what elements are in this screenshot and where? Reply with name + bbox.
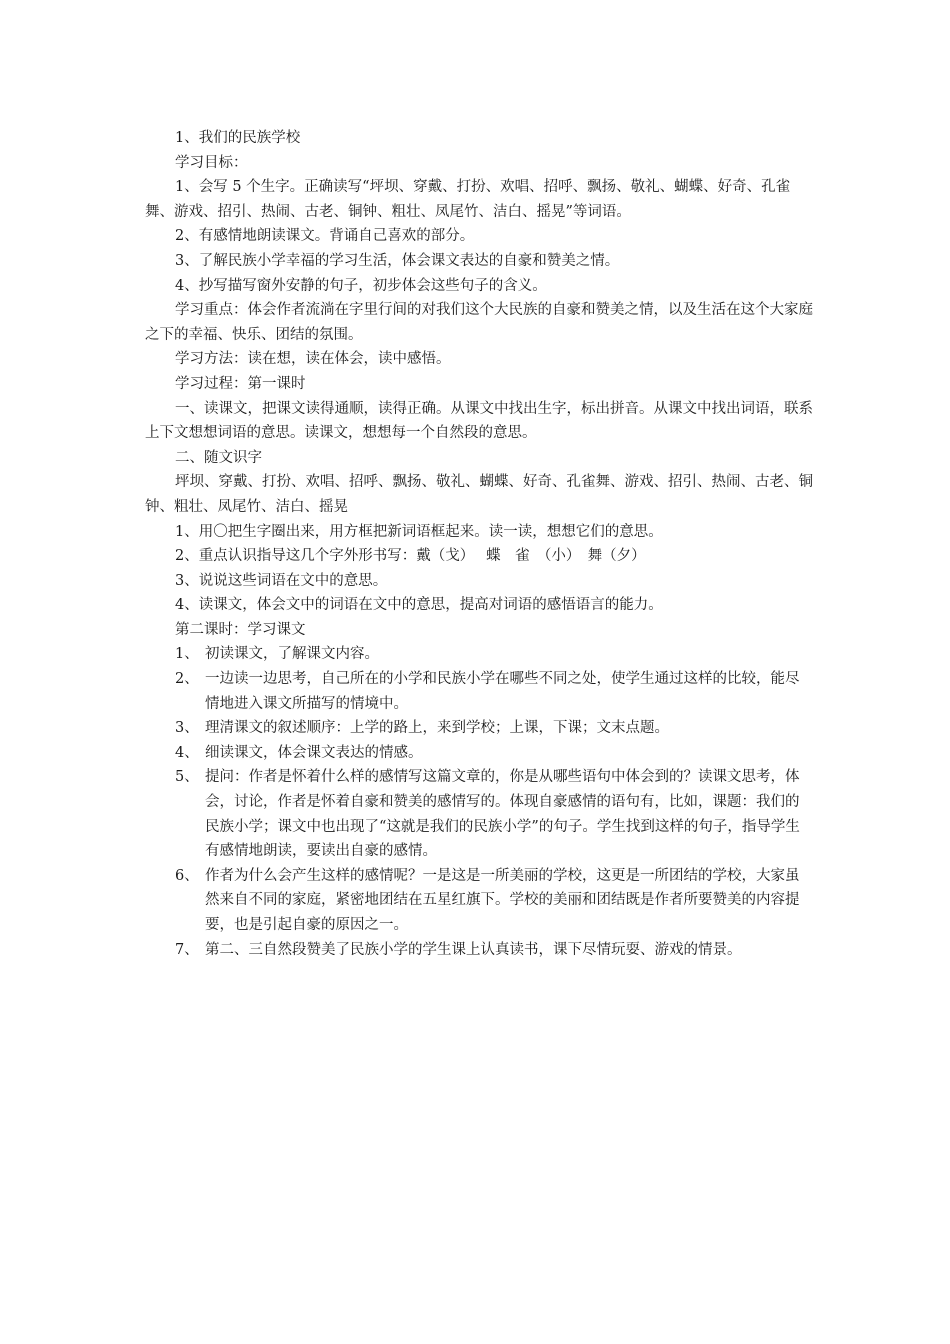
literacy-item: 1、用〇把生字圈出来，用方框把新词语框起来。读一读，想想它们的意思。 — [175, 523, 663, 540]
objectives-heading: 学习目标： — [175, 154, 248, 171]
list-item — [145, 765, 813, 863]
list-item-text: 作者为什么会产生这样的感情呢？一是这是一所美丽的学校，这更是一所团结的学校，大家虽然来自不同的家庭，紧密地团结在五星红旗下。学校的美丽和团结既是作者所要赞美的内容提要，也是引起自豪的原因之一。 — [205, 867, 800, 933]
literacy-item: 3、说说这些词语在文中的意思。 — [175, 572, 388, 589]
list-item — [145, 938, 813, 963]
list-item-number: 4、 — [175, 744, 199, 761]
list-item-number: 1、 — [175, 646, 199, 663]
list-item — [145, 667, 813, 716]
lesson-title: 1、我们的民族学校 — [175, 130, 301, 146]
process-heading: 学习过程：第一课时 — [175, 375, 306, 392]
list-item-text: 理清课文的叙述顺序：上学的路上，来到学校；上课，下课；文末点题。 — [205, 720, 669, 737]
list-item-text: 一边读一边思考，自己所在的小学和民族小学在哪些不同之处，使学生通过这样的比较，能尽情地进入课文所描写的情境中。 — [205, 671, 800, 712]
method-paragraph: 学习方法：读在想，读在体会，读中感悟。 — [175, 351, 451, 368]
literacy-item: 2、重点认识指导这几个字外形书写：戴（戈） 蝶 雀 （小） 舞（夕） — [175, 548, 646, 565]
list-item-number: 7、 — [175, 941, 199, 958]
list-item — [145, 741, 813, 766]
list-item-text: 第二、三自然段赞美了民族小学的学生课上认真读书，课下尽情玩耍、游戏的情景。 — [205, 941, 742, 958]
vocabulary-line: 坪坝、穿戴、打扮、欢唱、招呼、飘扬、敬礼、蝴蝶、好奇、孔雀舞、游戏、招引、热闹、古老、铜钟、粗壮、凤尾竹、洁白、摇晃 — [145, 474, 813, 515]
list-item-text: 细读课文，体会课文表达的情感。 — [205, 744, 423, 761]
list-item-number: 2、 — [175, 671, 199, 688]
list-item — [145, 864, 813, 938]
objective-item: 2、有感情地朗读课文。背诵自己喜欢的部分。 — [175, 228, 475, 245]
list-item-number: 5、 — [175, 769, 199, 786]
list-item — [145, 642, 813, 667]
list-item-text: 初读课文，了解课文内容。 — [205, 646, 379, 663]
key-point-paragraph: 学习重点：体会作者流淌在字里行间的对我们这个大民族的自豪和赞美之情，以及生活在这个大家庭之下的幸福、快乐、团结的氛围。 — [145, 302, 813, 343]
step-two-heading: 二、随文识字 — [175, 449, 262, 466]
objective-item: 3、了解民族小学幸福的学习生活，体会课文表达的自豪和赞美之情。 — [175, 252, 620, 269]
step-one-paragraph: 一、读课文，把课文读得通顺，读得正确。从课文中找出生字，标出拼音。从课文中找出词语，联系上下文想想词语的意思。读课文，想想每一个自然段的意思。 — [145, 400, 813, 442]
lesson-two-heading: 第二课时：学习课文 — [175, 621, 306, 638]
objective-item: 1、会写 5 个生字。正确读写“坪坝、穿戴、打扮、欢唱、招呼、飘扬、敬礼、蝴蝶、好奇、孔雀舞、游戏、招引、热闹、古老、铜钟、粗壮、凤尾竹、洁白、摇晃”等词语。 — [145, 179, 791, 220]
list-item-number: 6、 — [175, 867, 199, 884]
lesson-two-list — [145, 642, 813, 962]
list-item-text: 提问：作者是怀着什么样的感情写这篇文章的，你是从哪些语句中体会到的？读课文思考，体会，讨论，作者是怀着自豪和赞美的感情写的。体现自豪感情的语句有，比如，课题：我们的民族小学；课文中也出现了“这就是我们的民族小学”的句子。学生找到这样的句子，指导学生有感情地朗读，要读出自豪的感情。 — [205, 769, 800, 860]
document-body — [145, 126, 813, 962]
list-item — [145, 716, 813, 741]
objective-item: 4、抄写描写窗外安静的句子，初步体会这些句子的含义。 — [175, 277, 547, 294]
list-item-number: 3、 — [175, 720, 199, 737]
literacy-item: 4、读课文，体会文中的词语在文中的意思，提高对词语的感悟语言的能力。 — [175, 597, 663, 614]
